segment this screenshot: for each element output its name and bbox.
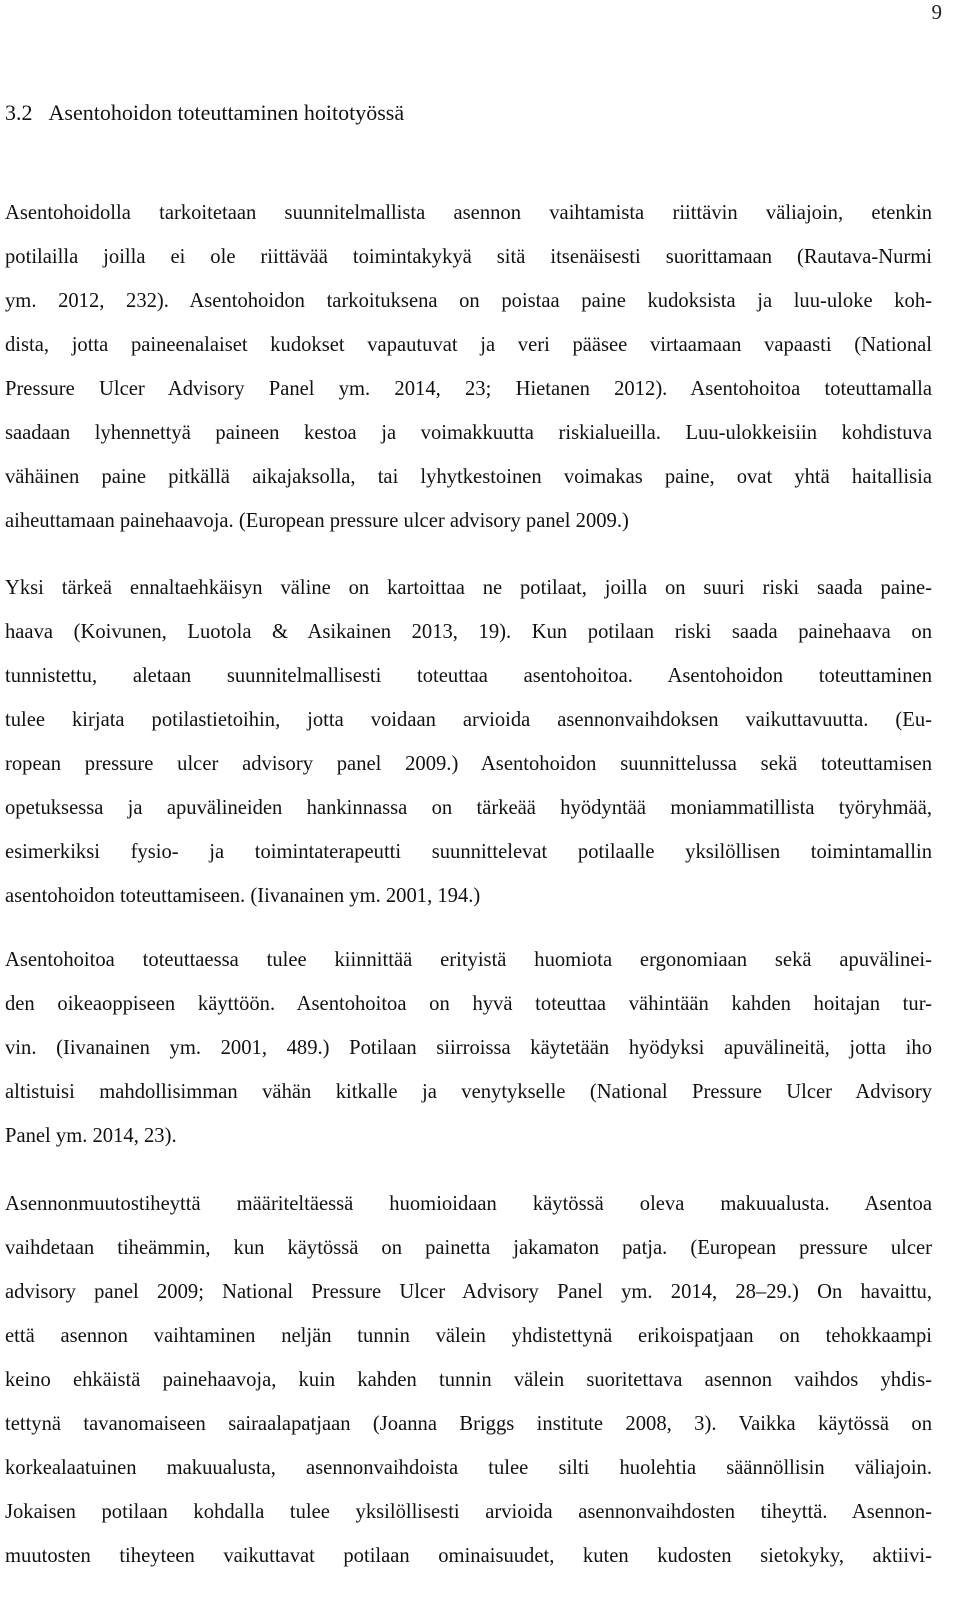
text-line: vaihdetaan tiheämmin, kun käytössä on painetta jakamaton patja. (European pressure ulcer: [5, 1237, 932, 1259]
text-line: tettynä tavanomaiseen sairaalapatjaan (Joanna Briggs institute 2008, 3). Vaikka käytössä on: [5, 1413, 932, 1435]
paragraph-2: [5, 566, 932, 918]
text-line: den oikeaoppiseen käyttöön. Asentohoitoa on hyvä toteuttaa vähintään kahden hoitajan tur-: [5, 993, 932, 1015]
text-line: dista, jotta paineenalaiset kudokset vapautuvat ja veri pääsee virtaamaan vapaasti (National: [5, 334, 932, 356]
text-line: Asentohoidolla tarkoitetaan suunnitelmallista asennon vaihtamista riittävin väliajoin, etenkin: [5, 202, 932, 224]
text-line: että asennon vaihtaminen neljän tunnin välein yhdistettynä erikoispatjaan on tehokkaampi: [5, 1325, 932, 1347]
text-line: advisory panel 2009; National Pressure Ulcer Advisory Panel ym. 2014, 28–29.) On havaittu,: [5, 1281, 932, 1303]
text-line: haava (Koivunen, Luotola & Asikainen 2013, 19). Kun potilaan riski saada painehaava on: [5, 621, 932, 643]
text-line: Asennonmuutostiheyttä määriteltäessä huomioidaan käytössä oleva makuualusta. Asentoa: [5, 1193, 932, 1215]
text-line: korkealaatuinen makuualusta, asennonvaihdoista tulee silti huolehtia säännöllisin väliajoin.: [5, 1457, 932, 1479]
text-line: aiheuttamaan painehaavoja. (European pressure ulcer advisory panel 2009.): [5, 510, 629, 532]
text-line: muutosten tiheyteen vaikuttavat potilaan ominaisuudet, kuten kudosten sietokyky, aktiivi-: [5, 1545, 932, 1567]
paragraph-1: [5, 191, 932, 543]
text-line: asentohoidon toteuttamiseen. (Iivanainen ym. 2001, 194.): [5, 885, 481, 907]
text-line: tunnistettu, aletaan suunnitelmallisesti toteuttaa asentohoitoa. Asentohoidon toteuttaminen: [5, 665, 932, 687]
page-number: 9: [931, 0, 942, 24]
section-heading: [5, 98, 404, 128]
text-line: potilailla joilla ei ole riittävää toimintakykyä sitä itsenäisesti suorittamaan (Rautava-Nurmi: [5, 246, 932, 268]
text-line: Pressure Ulcer Advisory Panel ym. 2014, 23; Hietanen 2012). Asentohoitoa toteuttamalla: [5, 378, 932, 400]
text-line: Asentohoitoa toteuttaessa tulee kiinnittää erityistä huomiota ergonomiaan sekä apuvälinei-: [5, 949, 932, 971]
paragraph-4: [5, 1182, 932, 1578]
text-line: tulee kirjata potilastietoihin, jotta voidaan arvioida asennonvaihdoksen vaikuttavuutta. (Eu-: [5, 709, 932, 731]
text-line: ym. 2012, 232). Asentohoidon tarkoituksena on poistaa paine kudoksista ja luu-uloke koh-: [5, 290, 932, 312]
text-line: altistuisi mahdollisimman vähän kitkalle ja venytykselle (National Pressure Ulcer Advisory: [5, 1081, 932, 1103]
section-title: Asentohoidon toteuttaminen hoitotyössä: [48, 100, 405, 125]
text-line: vin. (Iivanainen ym. 2001, 489.) Potilaan siirroissa käytetään hyödyksi apuvälineitä, jotta iho: [5, 1037, 932, 1059]
text-line: Jokaisen potilaan kohdalla tulee yksilöllisesti arvioida asennonvaihdosten tiheyttä. Asennon-: [5, 1501, 932, 1523]
text-line: Yksi tärkeä ennaltaehkäisyn väline on kartoittaa ne potilaat, joilla on suuri riski saada paine-: [5, 577, 932, 599]
section-number: 3.2: [5, 100, 33, 125]
text-line: saadaan lyhennettyä paineen kestoa ja voimakkuutta riskialueilla. Luu-ulokkeisiin kohdistuva: [5, 422, 932, 444]
paragraph-3: [5, 938, 932, 1158]
text-line: ropean pressure ulcer advisory panel 2009.) Asentohoidon suunnittelussa sekä toteuttamisen: [5, 753, 932, 775]
text-line: keino ehkäistä painehaavoja, kuin kahden tunnin välein suoritettava asennon vaihdos yhdis-: [5, 1369, 932, 1391]
text-line: Panel ym. 2014, 23).: [5, 1125, 177, 1147]
text-line: esimerkiksi fysio- ja toimintaterapeutti suunnittelevat potilaalle yksilöllisen toimintamallin: [5, 841, 932, 863]
text-line: opetuksessa ja apuvälineiden hankinnassa on tärkeää hyödyntää moniammatillista työryhmää,: [5, 797, 932, 819]
text-line: vähäinen paine pitkällä aikajaksolla, tai lyhytkestoinen voimakas paine, ovat yhtä haitallisia: [5, 466, 932, 488]
